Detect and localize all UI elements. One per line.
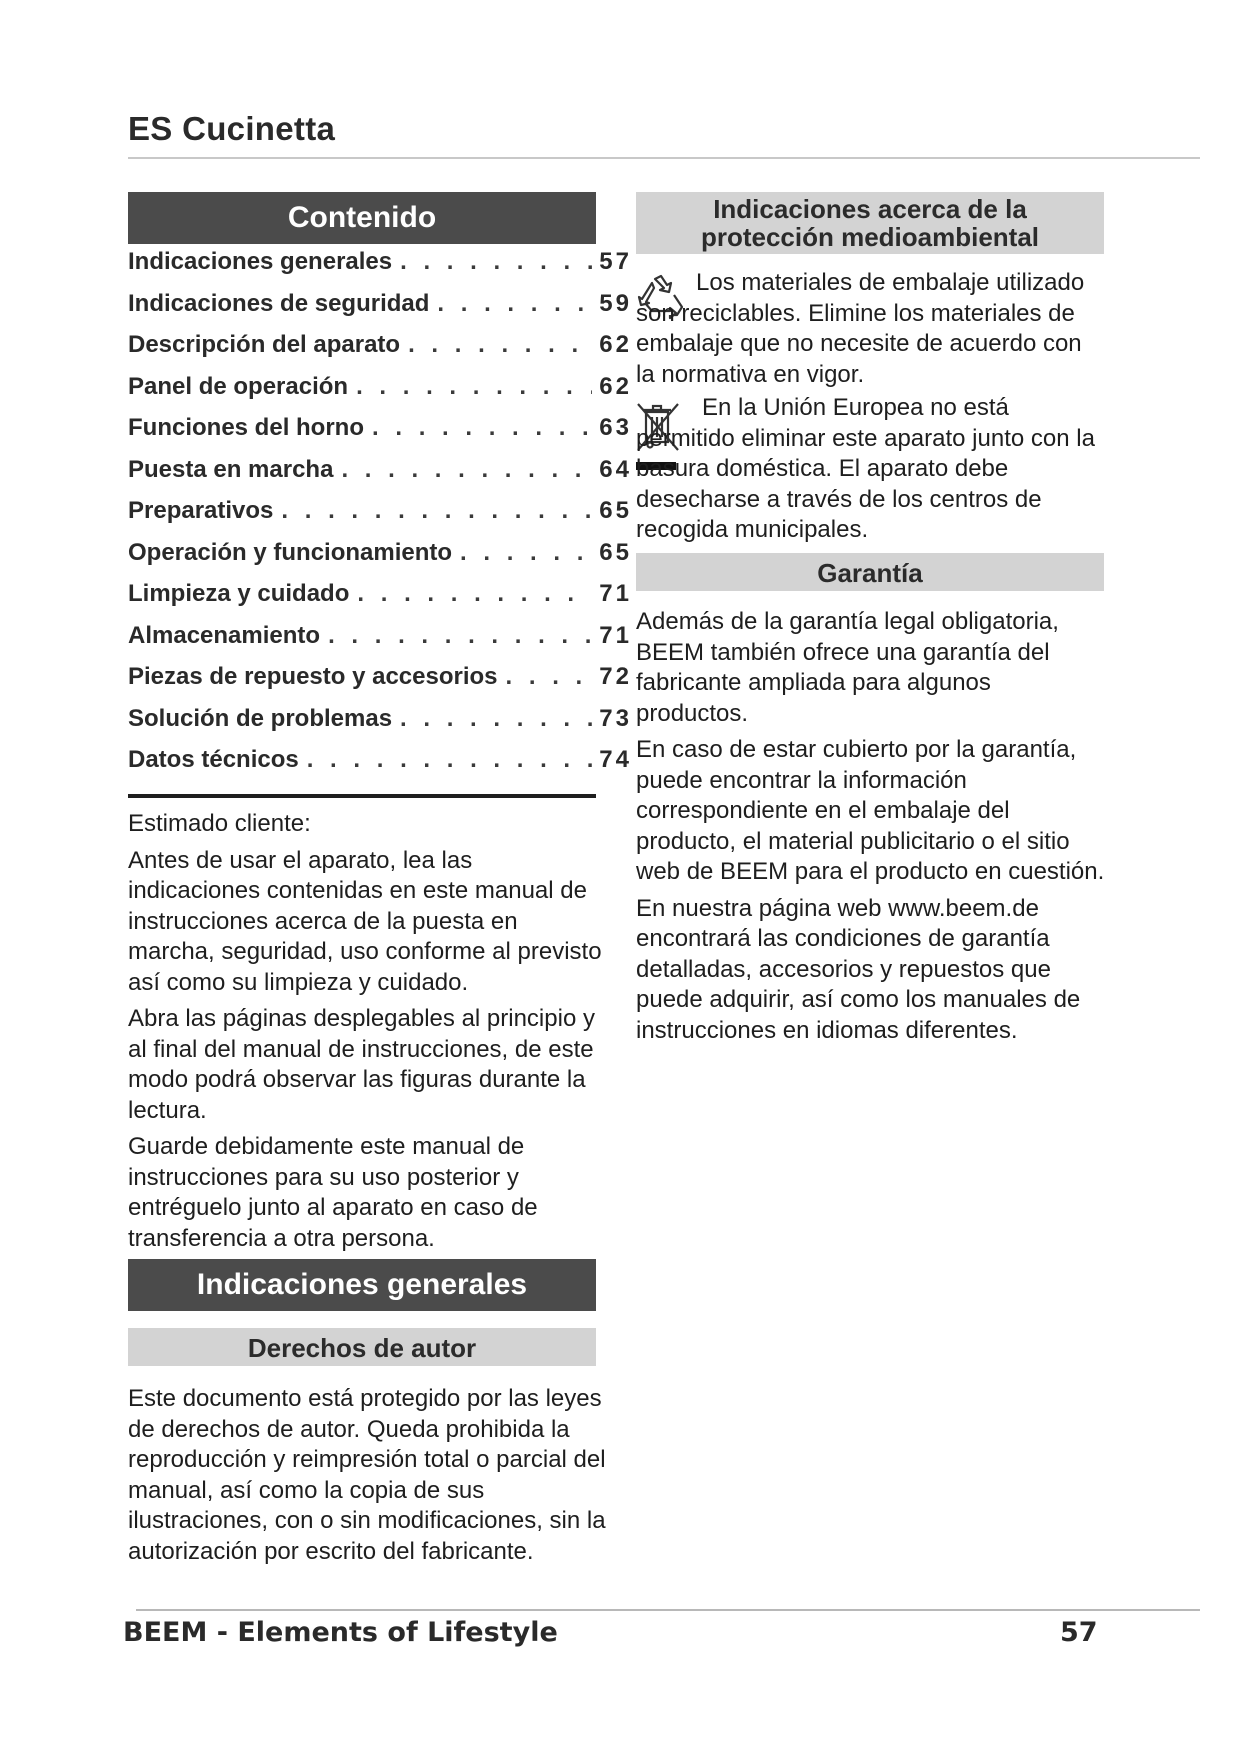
toc-entry-page: 65 bbox=[599, 538, 632, 566]
toc-entry-title: Solución de problemas bbox=[128, 704, 393, 732]
section-heading: Indicaciones generales bbox=[128, 1259, 596, 1311]
toc-entry-title: Panel de operación bbox=[128, 372, 349, 400]
toc-entry bbox=[128, 497, 632, 539]
warranty-text bbox=[636, 607, 1106, 1052]
toc-entry-title: Indicaciones de seguridad bbox=[128, 289, 430, 317]
intro-paragraph: Guarde debidamente este manual de instrucciones para su uso posterior y entréguelo junto al aparato en caso de transferencia a otra persona. bbox=[128, 1133, 538, 1252]
environment-heading-line1: Indicaciones acerca de la bbox=[713, 194, 1027, 224]
toc-leader-dots bbox=[356, 373, 592, 401]
toc-entry-title: Almacenamiento bbox=[128, 621, 321, 649]
toc-entry bbox=[128, 414, 632, 456]
page-number: 57 bbox=[1060, 1617, 1098, 1648]
copyright-text: Este documento está protegido por las leyes de derechos de autor. Queda prohibida la reproducción y reimpresión total o parcial del manual, así como la copia de sus ilustraciones, con o sin modificaciones, sin la autorización por escrito del fabricante. bbox=[128, 1385, 606, 1565]
page-title: ES Cucinetta bbox=[128, 110, 336, 147]
toc-entry-page: 73 bbox=[599, 704, 632, 732]
toc-entry bbox=[128, 290, 632, 332]
toc-entry-title: Operación y funcionamiento bbox=[128, 538, 453, 566]
toc-entry-title: Limpieza y cuidado bbox=[128, 580, 350, 607]
toc-entry-page: 72 bbox=[599, 663, 632, 690]
toc-leader-dots bbox=[281, 497, 592, 525]
toc-entry-page: 62 bbox=[599, 372, 632, 400]
warranty-paragraph: Además de la garantía legal obligatoria, BEEM también ofrece una garantía del fabricante ampliada para algunos productos. bbox=[636, 608, 1059, 727]
toc-entry bbox=[128, 373, 632, 415]
toc-entry-page: 65 bbox=[599, 497, 632, 524]
toc-entry-page: 64 bbox=[599, 455, 632, 483]
toc-entry-title: Piezas de repuesto y accesorios bbox=[128, 663, 498, 690]
toc-leader-dots bbox=[341, 456, 592, 484]
warranty-heading: Garantía bbox=[636, 553, 1104, 591]
intro-paragraph: Antes de usar el aparato, lea las indicaciones contenidas en este manual de instrucciones acerca de la puesta en marcha, seguridad, uso conforme al previsto así como su limpieza y cuidado. bbox=[128, 846, 602, 996]
toc-leader-dots bbox=[307, 746, 592, 774]
toc-entry-page: 62 bbox=[599, 331, 632, 358]
toc-entry bbox=[128, 580, 632, 622]
toc-leader-dots bbox=[400, 705, 592, 733]
toc-entry-page: 71 bbox=[599, 580, 632, 607]
toc-entry-title: Funciones del horno bbox=[128, 414, 365, 441]
toc-leader-dots bbox=[460, 539, 592, 567]
recycle-paragraph: Los materiales de embalaje utilizado son reciclables. Elimine los materiales de embalaje que no necesite de acuerdo con la normativa en vigor. bbox=[636, 269, 1085, 388]
header-rule bbox=[128, 157, 1200, 159]
toc-leader-dots bbox=[408, 331, 592, 359]
footer-brand: BEEM - Elements of Lifestyle bbox=[123, 1617, 558, 1648]
toc-leader-dots bbox=[328, 622, 592, 650]
toc-entry-page: 63 bbox=[599, 414, 632, 441]
intro-paragraph: Abra las páginas desplegables al principio y al final del manual de instrucciones, de este modo podrá observar las figuras durante la lectura. bbox=[128, 1005, 595, 1124]
warranty-paragraph: En caso de estar cubierto por la garantía, puede encontrar la información correspondiente en el embalaje del producto, el material publicitario o el sitio web de BEEM para el producto en cuestión. bbox=[636, 736, 1105, 885]
toc-entry bbox=[128, 248, 632, 290]
weee-text bbox=[636, 393, 1106, 546]
weee-paragraph: En la Unión Europea no está permitido eliminar este aparato junto con la basura doméstica. El aparato debe desecharse a través de los centros de recogida municipales. bbox=[636, 394, 1095, 543]
toc-entry-title: Indicaciones generales bbox=[128, 248, 393, 275]
toc-entry-title: Descripción del aparato bbox=[128, 331, 401, 358]
toc-entry-title: Preparativos bbox=[128, 497, 274, 524]
toc-entry bbox=[128, 331, 632, 373]
toc-entry-title: Datos técnicos bbox=[128, 746, 299, 773]
toc-entry bbox=[128, 746, 632, 788]
toc-entry bbox=[128, 663, 632, 705]
toc-leader-dots bbox=[357, 580, 592, 608]
toc-entry bbox=[128, 539, 632, 581]
toc-entry bbox=[128, 705, 632, 747]
toc-entry-page: 59 bbox=[599, 289, 632, 317]
toc-entry-page: 74 bbox=[599, 746, 632, 773]
toc-entry bbox=[128, 622, 632, 664]
salutation: Estimado cliente: bbox=[128, 810, 311, 837]
subsection-heading: Derechos de autor bbox=[128, 1328, 596, 1366]
contents-heading: Contenido bbox=[128, 192, 596, 244]
recycle-text bbox=[636, 268, 1106, 390]
toc-entry-page: 57 bbox=[599, 248, 632, 275]
environment-heading bbox=[636, 192, 1104, 254]
toc-divider bbox=[128, 794, 596, 798]
toc-entry-title: Puesta en marcha bbox=[128, 455, 334, 483]
toc-entry-page: 71 bbox=[599, 621, 632, 649]
environment-heading-line2: protección medioambiental bbox=[700, 222, 1040, 252]
intro-text bbox=[128, 809, 606, 1260]
toc-leader-dots bbox=[437, 290, 592, 318]
toc-leader-dots bbox=[400, 248, 592, 276]
toc-entry bbox=[128, 456, 632, 498]
table-of-contents bbox=[128, 248, 632, 788]
toc-leader-dots bbox=[372, 414, 592, 442]
footer-rule bbox=[136, 1609, 1200, 1611]
toc-leader-dots bbox=[506, 663, 592, 691]
warranty-paragraph: En nuestra página web www.beem.de encontrará las condiciones de garantía detalladas, accesorios y repuestos que puede adquirir, así como los manuales de instrucciones en idiomas diferentes. bbox=[636, 894, 1081, 1044]
